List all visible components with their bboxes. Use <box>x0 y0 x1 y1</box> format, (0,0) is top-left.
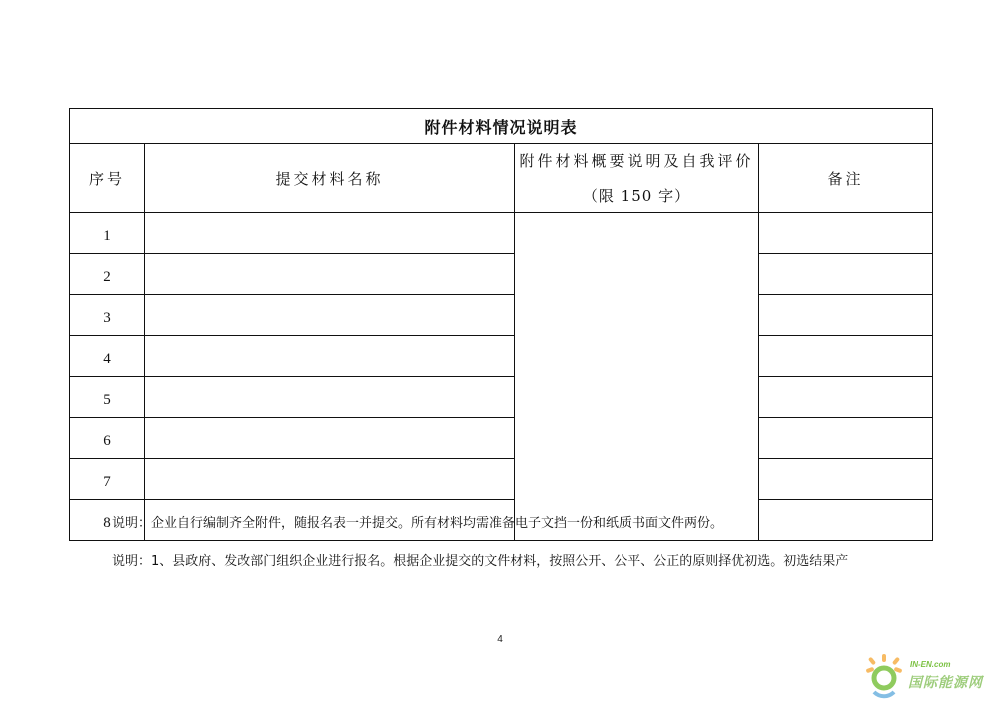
header-summary-line1: 附件材料概要说明及自我评价 <box>519 152 754 170</box>
table-row <box>70 254 933 295</box>
row-index: 7 <box>70 459 145 500</box>
header-material-name: 提交材料名称 <box>145 144 515 213</box>
row-index: 5 <box>70 377 145 418</box>
page-number: 4 <box>497 634 503 645</box>
remark-cell <box>759 500 933 541</box>
row-index: 1 <box>70 213 145 254</box>
material-name-cell <box>145 336 515 377</box>
row-index: 2 <box>70 254 145 295</box>
table-header-row <box>70 144 933 213</box>
table-row <box>70 295 933 336</box>
note-process: 说明：1、县政府、发改部门组织企业进行报名。根据企业提交的文件材料，按照公开、公平、公正的原则择优初选。初选结果产 <box>112 554 849 569</box>
table-row <box>70 418 933 459</box>
summary-cell <box>515 213 759 541</box>
remark-cell <box>759 213 933 254</box>
table-row <box>70 377 933 418</box>
table-row <box>70 336 933 377</box>
watermark-logo <box>860 648 1000 702</box>
row-index: 3 <box>70 295 145 336</box>
header-summary <box>515 144 759 213</box>
material-name-cell <box>145 213 515 254</box>
watermark-brand: 国际能源网 <box>908 675 983 691</box>
remark-cell <box>759 459 933 500</box>
row-index: 8 <box>70 500 145 541</box>
remark-cell <box>759 418 933 459</box>
material-name-cell <box>145 418 515 459</box>
header-remark: 备注 <box>759 144 933 213</box>
header-summary-line2: （限 150 字） <box>582 187 691 205</box>
attachment-table <box>69 108 933 541</box>
table-title-row <box>70 109 933 144</box>
watermark-site: IN-EN.com <box>910 660 951 669</box>
material-name-cell <box>145 254 515 295</box>
material-name-cell <box>145 459 515 500</box>
remark-cell <box>759 377 933 418</box>
note-submission: 说明：企业自行编制齐全附件，随报名表一并提交。所有材料均需准备电子文挡一份和纸质书面文件两份。 <box>112 516 724 531</box>
table-title: 附件材料情况说明表 <box>70 109 933 144</box>
table-row <box>70 459 933 500</box>
sun-logo-icon <box>860 648 908 700</box>
row-index: 6 <box>70 418 145 459</box>
remark-cell <box>759 295 933 336</box>
remark-cell <box>759 254 933 295</box>
remark-cell <box>759 336 933 377</box>
material-name-cell <box>145 295 515 336</box>
header-seq: 序号 <box>70 144 145 213</box>
table-row <box>70 213 933 254</box>
material-name-cell <box>145 377 515 418</box>
row-index: 4 <box>70 336 145 377</box>
